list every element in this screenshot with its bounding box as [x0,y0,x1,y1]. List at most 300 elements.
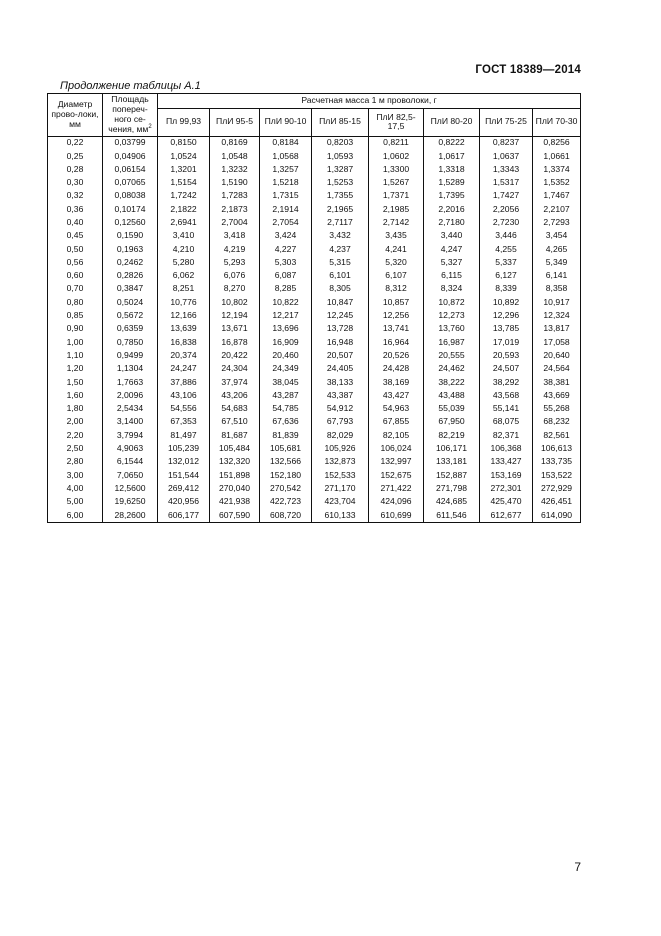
table-cell: 0,9499 [103,349,158,362]
table-cell: 38,045 [260,376,312,389]
table-cell: 20,555 [424,349,480,362]
table-cell: 0,8203 [312,136,369,150]
table-cell: 0,06154 [103,163,158,176]
table-cell: 1,7663 [103,376,158,389]
table-cell: 5,280 [158,256,210,269]
table-cell: 132,873 [312,456,369,469]
table-cell: 132,320 [210,456,260,469]
table-cell: 5,293 [210,256,260,269]
table-cell: 0,12560 [103,216,158,229]
table-row [48,136,581,150]
table-cell: 421,938 [210,496,260,509]
table-cell: 24,462 [424,363,480,376]
table-cell: 610,699 [369,509,424,523]
table-cell: 422,723 [260,496,312,509]
table-cell: 1,7315 [260,190,312,203]
table-cell: 1,7283 [210,190,260,203]
table-cell: 43,568 [480,389,533,402]
table-cell: 20,507 [312,349,369,362]
table-cell: 0,03799 [103,136,158,150]
table-cell: 6,127 [480,269,533,282]
table-cell: 152,887 [424,469,480,482]
table-cell: 608,720 [260,509,312,523]
table-cell: 7,0650 [103,469,158,482]
table-cell: 6,087 [260,269,312,282]
table-cell: 16,987 [424,336,480,349]
table-cell: 0,70 [48,283,103,296]
table-cell: 4,227 [260,243,312,256]
table-cell: 4,237 [312,243,369,256]
table-cell: 1,7395 [424,190,480,203]
table-row [48,296,581,309]
table-cell: 24,304 [210,363,260,376]
table-cell: 37,886 [158,376,210,389]
table-cell: 3,00 [48,469,103,482]
header-alloy: ПлИ 85-15 [312,109,369,136]
table-cell: 43,488 [424,389,480,402]
table-cell: 0,2462 [103,256,158,269]
table-cell: 1,50 [48,376,103,389]
table-cell: 24,428 [369,363,424,376]
table-cell: 0,8256 [533,136,581,150]
table-cell: 81,687 [210,429,260,442]
table-cell: 612,677 [480,509,533,523]
table-cell: 43,287 [260,389,312,402]
table-cell: 424,096 [369,496,424,509]
table-cell: 5,303 [260,256,312,269]
table-cell: 2,20 [48,429,103,442]
table-cell: 269,412 [158,482,210,495]
table-row [48,469,581,482]
table-cell: 1,3318 [424,163,480,176]
table-cell: 2,80 [48,456,103,469]
table-cell: 54,556 [158,402,210,415]
table-cell: 0,25 [48,150,103,163]
table-cell: 4,255 [480,243,533,256]
table-cell: 133,735 [533,456,581,469]
table-cell: 10,847 [312,296,369,309]
table-cell: 106,171 [424,442,480,455]
table-cell: 13,696 [260,323,312,336]
table-cell: 106,613 [533,442,581,455]
table-row [48,496,581,509]
table-cell: 2,7142 [369,216,424,229]
table-cell: 420,956 [158,496,210,509]
table-cell: 1,0617 [424,150,480,163]
table-cell: 55,268 [533,402,581,415]
table-cell: 38,381 [533,376,581,389]
table-cell: 20,526 [369,349,424,362]
table-cell: 270,040 [210,482,260,495]
header-alloy: ПлИ 70-30 [533,109,581,136]
table-cell: 3,7994 [103,429,158,442]
table-cell: 81,839 [260,429,312,442]
table-cell: 1,5154 [158,176,210,189]
table-row [48,243,581,256]
table-cell: 12,256 [369,309,424,322]
table-cell: 54,785 [260,402,312,415]
table-cell: 133,427 [480,456,533,469]
table-cell: 4,210 [158,243,210,256]
table-cell: 0,8150 [158,136,210,150]
table-cell: 1,7371 [369,190,424,203]
table-cell: 2,7180 [424,216,480,229]
table-cell: 0,90 [48,323,103,336]
table-cell: 1,5190 [210,176,260,189]
table-row [48,509,581,523]
table-cell: 10,802 [210,296,260,309]
table-cell: 2,7230 [480,216,533,229]
header-mass-group: Расчетная масса 1 м проволоки, г [158,94,581,109]
table-cell: 272,929 [533,482,581,495]
table-cell: 24,507 [480,363,533,376]
table-cell: 8,324 [424,283,480,296]
table-row [48,203,581,216]
table-row [48,482,581,495]
table-cell: 0,8211 [369,136,424,150]
table-row [48,216,581,229]
table-cell: 1,3287 [312,163,369,176]
table-cell: 12,273 [424,309,480,322]
table-cell: 3,424 [260,230,312,243]
header-alloy: Пл 99,93 [158,109,210,136]
header-alloy: ПлИ 82,5-17,5 [369,109,424,136]
table-cell: 5,315 [312,256,369,269]
table-cell: 2,1822 [158,203,210,216]
table-cell: 10,822 [260,296,312,309]
table-cell: 16,909 [260,336,312,349]
table-cell: 423,704 [312,496,369,509]
header-alloy: ПлИ 75-25 [480,109,533,136]
table-cell: 106,368 [480,442,533,455]
table-cell: 6,062 [158,269,210,282]
table-cell: 1,00 [48,336,103,349]
table-cell: 2,2016 [424,203,480,216]
table-row [48,309,581,322]
table-cell: 1,5253 [312,176,369,189]
table-cell: 67,855 [369,416,424,429]
table-row [48,190,581,203]
table-cell: 2,00 [48,416,103,429]
table-row [48,363,581,376]
table-cell: 3,1400 [103,416,158,429]
table-cell: 1,80 [48,402,103,415]
table-cell: 6,107 [369,269,424,282]
table-cell: 2,7054 [260,216,312,229]
table-row [48,442,581,455]
table-cell: 606,177 [158,509,210,523]
table-cell: 0,80 [48,296,103,309]
table-cell: 2,7293 [533,216,581,229]
table-cell: 5,320 [369,256,424,269]
table-cell: 105,484 [210,442,260,455]
table-cell: 8,305 [312,283,369,296]
table-cell: 0,08038 [103,190,158,203]
table-cell: 8,251 [158,283,210,296]
table-cell: 12,217 [260,309,312,322]
table-cell: 16,948 [312,336,369,349]
table-cell: 133,181 [424,456,480,469]
table-cell: 1,7467 [533,190,581,203]
table-cell: 0,5672 [103,309,158,322]
table-cell: 20,460 [260,349,312,362]
table-cell: 3,440 [424,230,480,243]
table-cell: 20,422 [210,349,260,362]
table-cell: 151,544 [158,469,210,482]
table-cell: 3,446 [480,230,533,243]
table-cell: 24,349 [260,363,312,376]
table-cell: 38,169 [369,376,424,389]
table-cell: 1,5218 [260,176,312,189]
table-cell: 68,232 [533,416,581,429]
table-cell: 1,0593 [312,150,369,163]
table-cell: 0,1963 [103,243,158,256]
table-row [48,230,581,243]
table-cell: 132,012 [158,456,210,469]
table-row [48,349,581,362]
table-cell: 6,101 [312,269,369,282]
table-cell: 1,0548 [210,150,260,163]
standard-code: ГОСТ 18389—2014 [475,64,581,76]
table-cell: 37,974 [210,376,260,389]
table-cell: 1,7427 [480,190,533,203]
table-cell: 20,374 [158,349,210,362]
table-cell: 55,141 [480,402,533,415]
table-cell: 0,04906 [103,150,158,163]
table-cell: 151,898 [210,469,260,482]
table-cell: 2,2107 [533,203,581,216]
table-cell: 24,405 [312,363,369,376]
table-cell: 2,7004 [210,216,260,229]
table-cell: 0,1590 [103,230,158,243]
table-cell: 0,60 [48,269,103,282]
table-cell: 3,410 [158,230,210,243]
table-cell: 24,564 [533,363,581,376]
table-cell: 4,219 [210,243,260,256]
table-cell: 1,0661 [533,150,581,163]
table-cell: 13,728 [312,323,369,336]
table-cell: 82,219 [424,429,480,442]
table-cell: 0,32 [48,190,103,203]
table-cell: 1,3201 [158,163,210,176]
table-cell: 0,50 [48,243,103,256]
header-diameter: Диаметр прово-локи, мм [48,94,103,137]
table-cell: 12,166 [158,309,210,322]
table-cell: 1,3343 [480,163,533,176]
table-cell: 271,170 [312,482,369,495]
table-row [48,376,581,389]
table-cell: 43,106 [158,389,210,402]
table-cell: 6,115 [424,269,480,282]
table-row [48,150,581,163]
table-row [48,416,581,429]
table-cell: 424,685 [424,496,480,509]
table-cell: 1,5317 [480,176,533,189]
table-cell: 43,387 [312,389,369,402]
table-cell: 105,681 [260,442,312,455]
table-cell: 0,07065 [103,176,158,189]
table-cell: 10,872 [424,296,480,309]
table-cell: 0,36 [48,203,103,216]
table-cell: 1,3257 [260,163,312,176]
table-cell: 2,2056 [480,203,533,216]
table-cell: 81,497 [158,429,210,442]
table-cell: 8,285 [260,283,312,296]
table-cell: 54,912 [312,402,369,415]
table-cell: 6,00 [48,509,103,523]
table-cell: 16,838 [158,336,210,349]
table-cell: 1,20 [48,363,103,376]
table-cell: 152,533 [312,469,369,482]
table-cell: 13,639 [158,323,210,336]
table-cell: 8,312 [369,283,424,296]
table-cell: 270,542 [260,482,312,495]
table-row [48,163,581,176]
table-cell: 607,590 [210,509,260,523]
table-cell: 6,076 [210,269,260,282]
table-cell: 271,798 [424,482,480,495]
table-cell: 8,270 [210,283,260,296]
table-cell: 67,510 [210,416,260,429]
table-cell: 0,7850 [103,336,158,349]
table-cell: 43,669 [533,389,581,402]
header-alloy: ПлИ 90-10 [260,109,312,136]
table-cell: 3,454 [533,230,581,243]
table-cell: 0,10174 [103,203,158,216]
table-cell: 426,451 [533,496,581,509]
table-cell: 0,30 [48,176,103,189]
table-cell: 2,0096 [103,389,158,402]
table-cell: 152,675 [369,469,424,482]
table-cell: 1,0602 [369,150,424,163]
table-cell: 2,6941 [158,216,210,229]
table-cell: 0,8184 [260,136,312,150]
table-row [48,402,581,415]
table-cell: 10,857 [369,296,424,309]
table-cell: 3,432 [312,230,369,243]
table-cell: 425,470 [480,496,533,509]
table-cell: 10,917 [533,296,581,309]
table-cell: 1,3300 [369,163,424,176]
table-cell: 4,247 [424,243,480,256]
table-cell: 105,926 [312,442,369,455]
table-cell: 0,2826 [103,269,158,282]
table-cell: 13,741 [369,323,424,336]
table-cell: 152,180 [260,469,312,482]
table-cell: 8,339 [480,283,533,296]
table-cell: 43,206 [210,389,260,402]
table-cell: 12,324 [533,309,581,322]
table-cell: 106,024 [369,442,424,455]
table-body [48,136,581,523]
table-cell: 2,50 [48,442,103,455]
table-cell: 1,7355 [312,190,369,203]
table-cell: 1,5352 [533,176,581,189]
table-cell: 6,1544 [103,456,158,469]
table-cell: 1,7242 [158,190,210,203]
header-alloy: ПлИ 80-20 [424,109,480,136]
table-cell: 67,353 [158,416,210,429]
table-cell: 16,964 [369,336,424,349]
table-cell: 0,56 [48,256,103,269]
table-cell: 17,058 [533,336,581,349]
table-cell: 3,418 [210,230,260,243]
table-row [48,389,581,402]
table-row [48,429,581,442]
table-row [48,336,581,349]
table-cell: 55,039 [424,402,480,415]
table-caption: Продолжение таблицы А.1 [60,80,201,92]
table-cell: 12,5600 [103,482,158,495]
table-cell: 12,245 [312,309,369,322]
table-cell: 272,301 [480,482,533,495]
table-row [48,283,581,296]
table-cell: 82,029 [312,429,369,442]
table-cell: 1,5289 [424,176,480,189]
table-cell: 1,0524 [158,150,210,163]
table-cell: 54,963 [369,402,424,415]
table-cell: 82,371 [480,429,533,442]
table-cell: 67,636 [260,416,312,429]
table-cell: 20,593 [480,349,533,362]
table-cell: 4,265 [533,243,581,256]
table-cell: 1,60 [48,389,103,402]
table-cell: 153,522 [533,469,581,482]
table-cell: 610,133 [312,509,369,523]
table-cell: 68,075 [480,416,533,429]
table-row [48,256,581,269]
table-cell: 54,683 [210,402,260,415]
table-cell: 12,194 [210,309,260,322]
table-cell: 24,247 [158,363,210,376]
table-cell: 153,169 [480,469,533,482]
table-cell: 67,793 [312,416,369,429]
table-cell: 0,28 [48,163,103,176]
table-cell: 2,1914 [260,203,312,216]
table-cell: 38,133 [312,376,369,389]
table-cell: 13,785 [480,323,533,336]
table-cell: 2,7117 [312,216,369,229]
table-cell: 82,561 [533,429,581,442]
table-cell: 3,435 [369,230,424,243]
table-cell: 38,222 [424,376,480,389]
table-cell: 0,45 [48,230,103,243]
table-cell: 0,3847 [103,283,158,296]
table-cell: 13,760 [424,323,480,336]
table-cell: 12,296 [480,309,533,322]
table-cell: 10,776 [158,296,210,309]
table-cell: 1,10 [48,349,103,362]
table-cell: 2,1965 [312,203,369,216]
table-cell: 5,349 [533,256,581,269]
table-cell: 4,241 [369,243,424,256]
table-cell: 132,566 [260,456,312,469]
table-cell: 43,427 [369,389,424,402]
table-cell: 0,8222 [424,136,480,150]
table-cell: 611,546 [424,509,480,523]
table-row [48,269,581,282]
table-cell: 1,3374 [533,163,581,176]
table-cell: 8,358 [533,283,581,296]
header-cross-section: Площадь попереч-ного се-чения, $мм^2$ [103,94,158,137]
table-cell: 0,6359 [103,323,158,336]
table-cell: 0,40 [48,216,103,229]
table-cell: 1,0637 [480,150,533,163]
wire-mass-table [47,93,581,523]
table-cell: 28,2600 [103,509,158,523]
table-cell: 5,00 [48,496,103,509]
header-alloy: ПлИ 95-5 [210,109,260,136]
